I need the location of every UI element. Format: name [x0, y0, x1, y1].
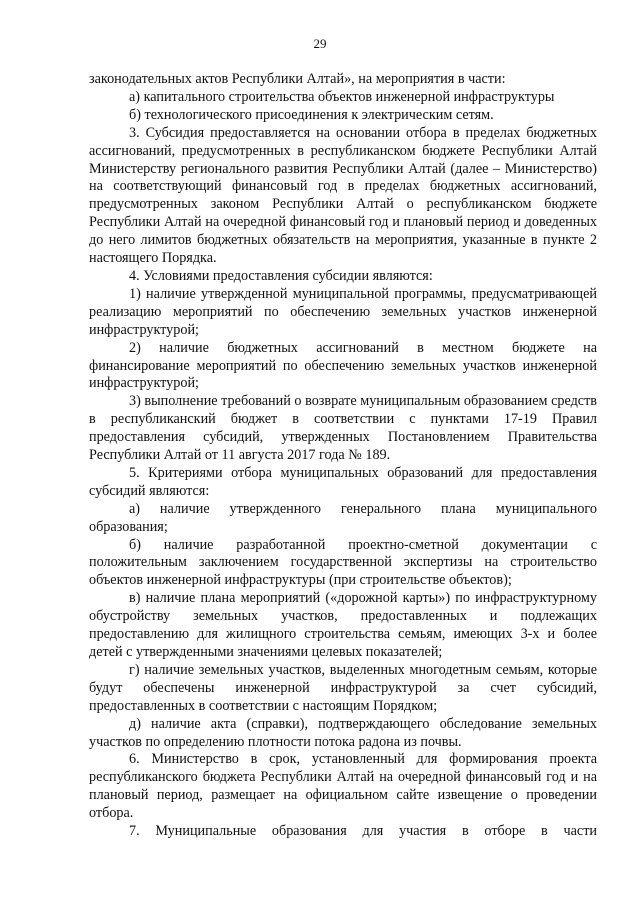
paragraph: б) технологического присоединения к электрическим сетям.: [129, 106, 494, 123]
paragraph: а) капитального строительства объектов инженерной инфраструктуры: [129, 88, 555, 105]
document-body: [89, 71, 597, 841]
paragraph: 4. Условиями предоставления субсидии являются:: [129, 267, 433, 284]
paragraph: г) наличие земельных участков, выделенных многодетным семьям, которые будут обеспечены инженерной инфраструктурой за счет субсидий, предоставленных в соответствии с настоящим Порядком;: [89, 661, 597, 714]
paragraph: 3) выполнение требований о возврате муниципальным образованием средств в республиканский бюджет в соответствии с пунктами 17-19 Правил предоставления субсидий, утвержденных Постановлением Правительства Республики Алтай от 11 августа 2017 года № 189.: [89, 393, 597, 464]
page-number: 29: [313, 36, 327, 51]
paragraph: 3. Субсидия предоставляется на основании отбора в пределах бюджетных ассигнований, предусмотренных в республиканском бюджете Республики Алтай Министерству регионального развития Республики Алтай (далее – Министерство) на соответствующий финансовый год в пределах бюджетных ассигнований, предусмотренных законом Республики Алтай о республиканском бюджете Республики Алтай на очередной финансовый год и плановый период и доведенных до него лимитов бюджетных обязательств на мероприятия, указанные в пункте 2 настоящего Порядка.: [89, 124, 597, 267]
paragraph: а) наличие утвержденного генерального плана муниципального образования;: [89, 500, 597, 535]
paragraph: в) наличие плана мероприятий («дорожной карты») по инфраструктурному обустройству земельных участков, предоставленных и подлежащих предоставлению для жилищного строительства семьям, имеющих 3-х и более детей с утвержденными значениями целевых показателей;: [89, 590, 597, 660]
paragraph: 7. Муниципальные образования для участия в отборе в части: [129, 823, 597, 840]
paragraph: 1) наличие утвержденной муниципальной программы, предусматривающей реализацию мероприятий по обеспечению земельных участков инженерной инфраструктурой;: [89, 285, 597, 338]
paragraph: 5. Критериями отбора муниципальных образований для предоставления субсидий являются:: [89, 464, 597, 499]
paragraph: 6. Министерство в срок, установленный для формирования проекта республиканского бюджета Республики Алтай на очередной финансовый год и на плановый период, размещает на официальном сайте извещение о проведении отбора.: [89, 751, 597, 822]
paragraph: законодательных актов Республики Алтай», на мероприятия в части:: [89, 71, 506, 87]
paragraph: д) наличие акта (справки), подтверждающего обследование земельных участков по определению плотности потока радона из почвы.: [89, 715, 597, 750]
paragraph: 2) наличие бюджетных ассигнований в местном бюджете на финансирование мероприятий по обеспечению земельных участков инженерной инфраструктурой;: [89, 339, 597, 392]
paragraph: б) наличие разработанной проектно-сметной документации с положительным заключением государственной экспертизы на строительство объектов инженерной инфраструктуры (при строительстве объектов);: [89, 536, 597, 589]
